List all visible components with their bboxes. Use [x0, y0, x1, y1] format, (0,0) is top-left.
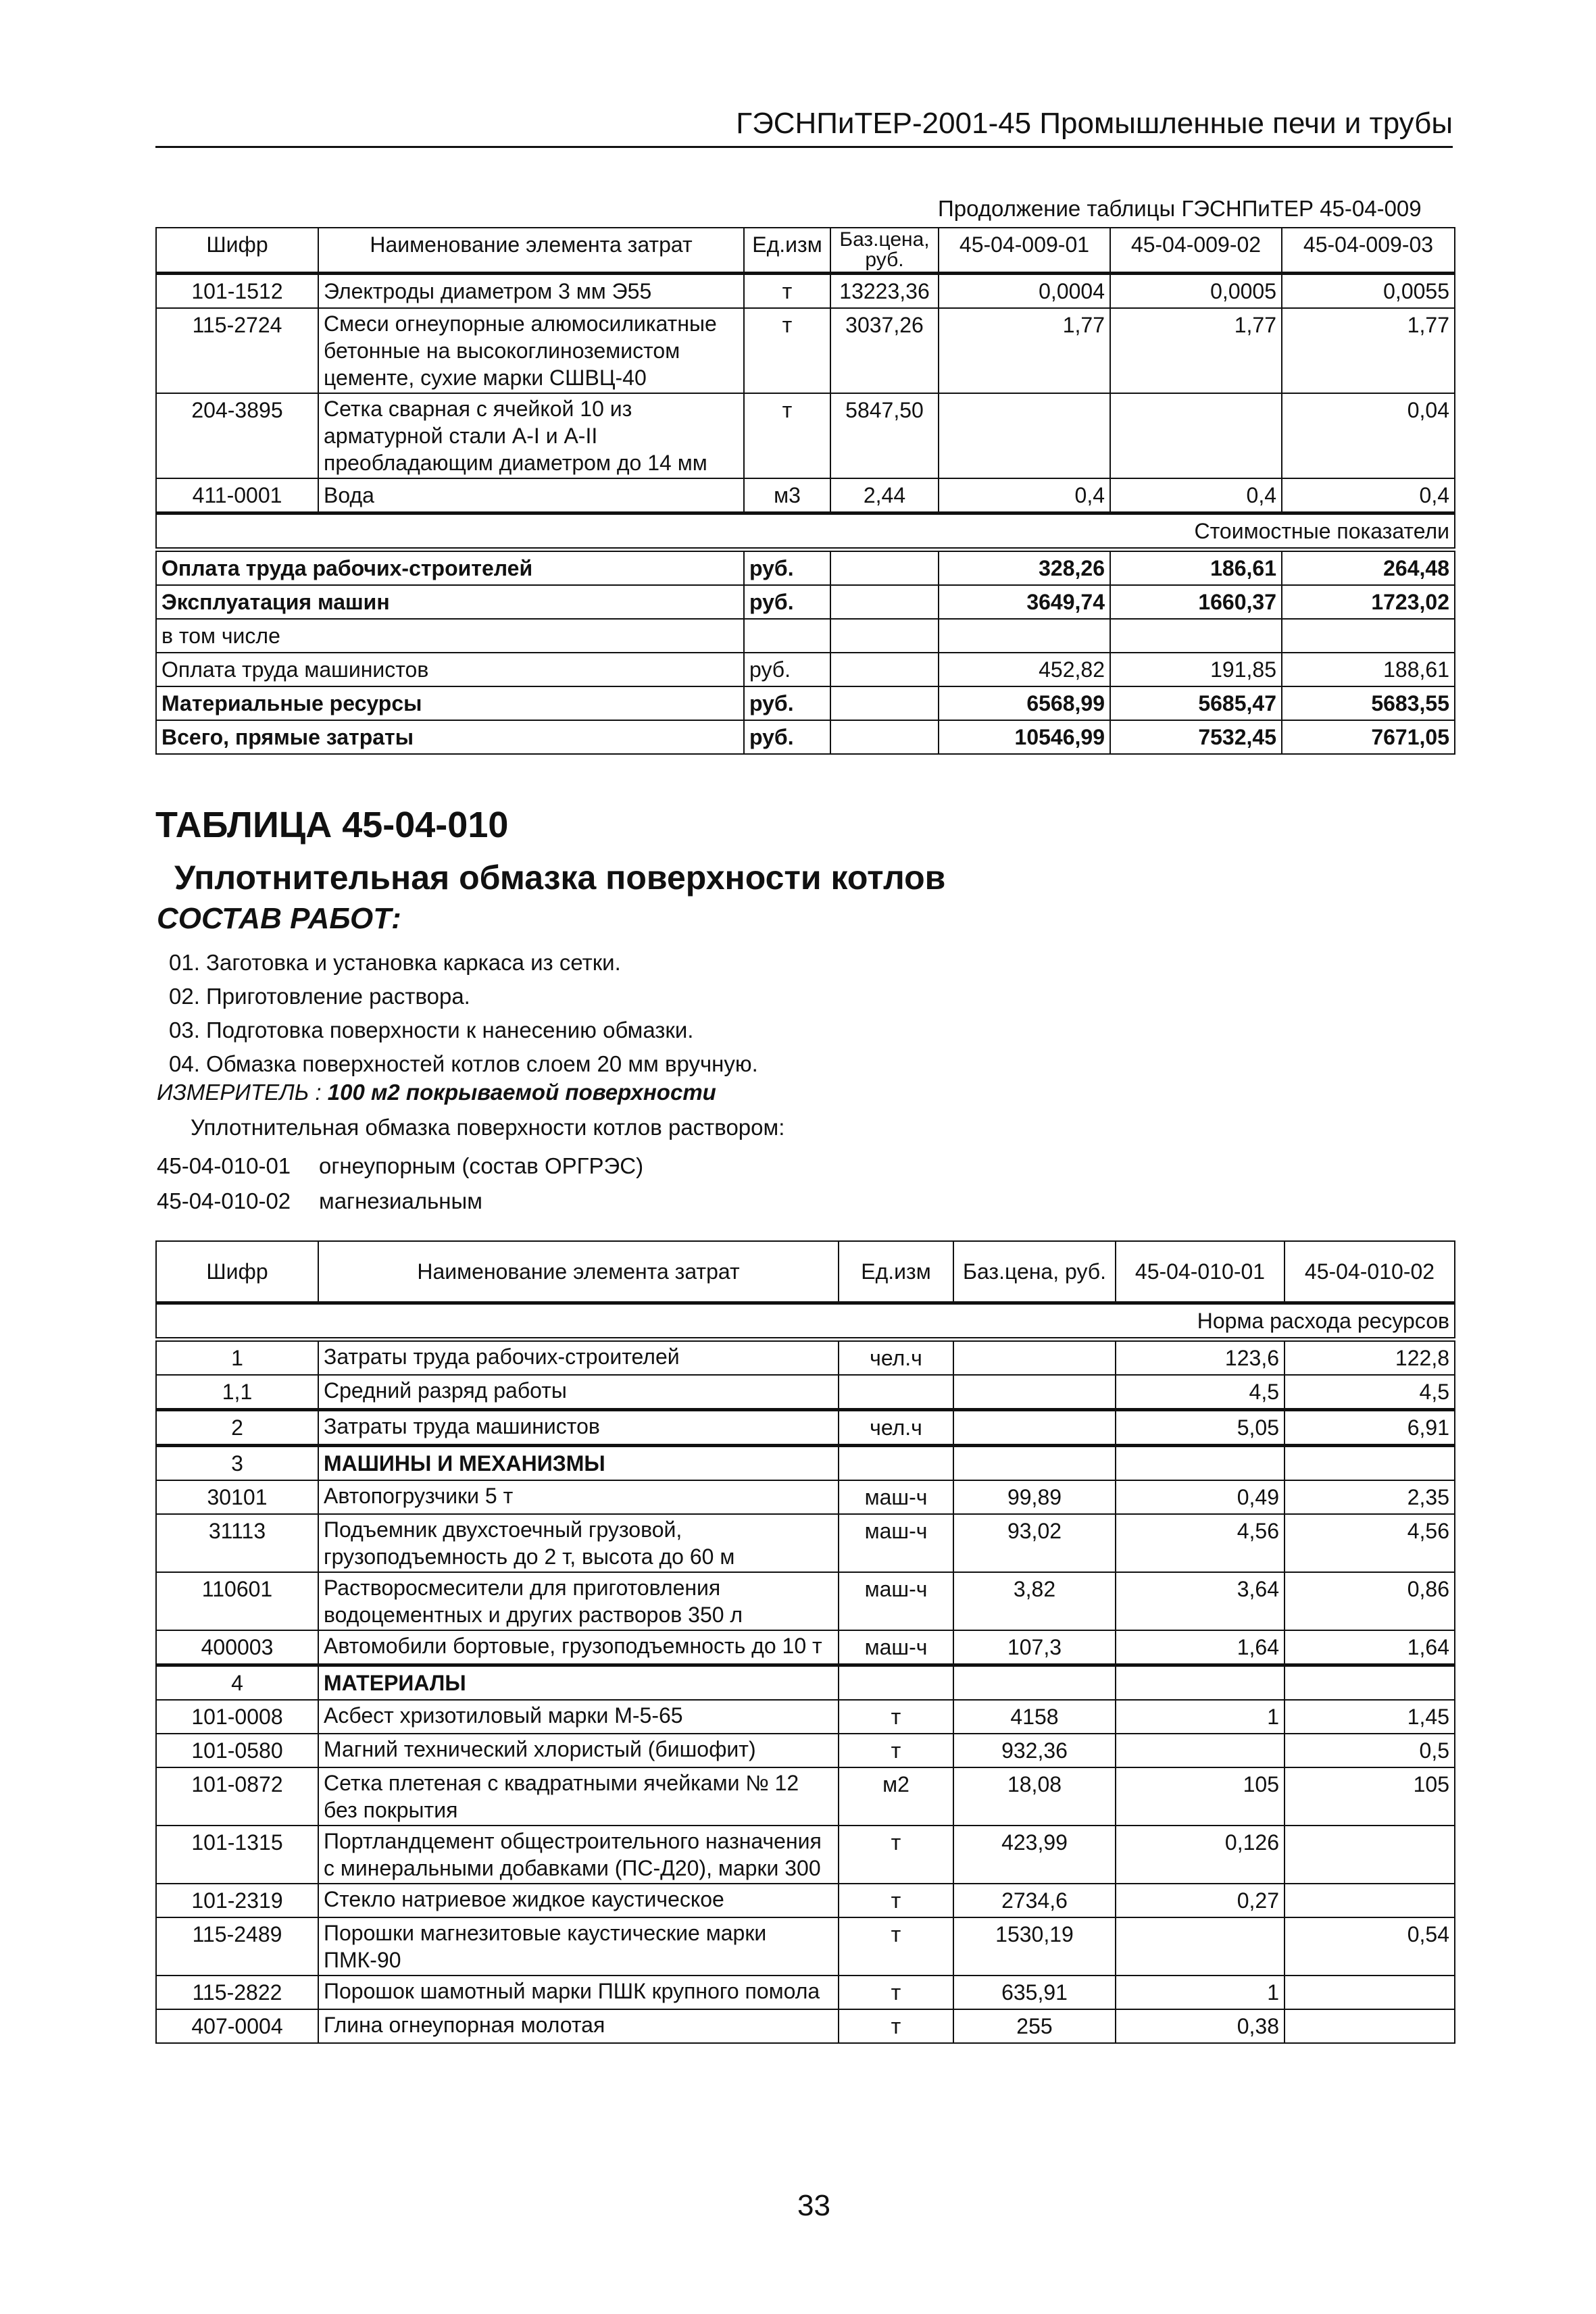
unit-cell: чел.ч	[839, 1410, 953, 1446]
value-cell: 0,0004	[939, 274, 1110, 309]
name-cell: Сетка сварная с ячейкой 10 из арматурной стали А-I и А-II преобладающим диаметром до 14 мм	[318, 393, 744, 478]
cost-row	[156, 720, 1455, 754]
table-row	[156, 1917, 1455, 1976]
price-cell: 5847,50	[830, 393, 939, 478]
code-cell: 31113	[156, 1514, 318, 1572]
empty-cell	[839, 1665, 953, 1701]
group-header-row	[156, 1665, 1455, 1701]
code-cell: 101-0008	[156, 1700, 318, 1734]
code-cell: 400003	[156, 1630, 318, 1665]
value-cell: 328,26	[939, 550, 1110, 586]
value-cell	[1110, 393, 1282, 478]
price-cell: 3037,26	[830, 308, 939, 393]
code-cell: 3	[156, 1446, 318, 1481]
col-header: 45-04-009-03	[1282, 228, 1455, 274]
code-cell: 411-0001	[156, 478, 318, 513]
unit-cell	[744, 619, 830, 653]
unit-cell: т	[839, 1826, 953, 1884]
value-cell: 1,77	[1110, 308, 1282, 393]
name-cell: Средний разряд работы	[318, 1375, 839, 1410]
table-subtitle: Уплотнительная обмазка поверхности котлов	[174, 859, 946, 897]
price-cell: 255	[953, 2009, 1116, 2043]
value-cell: 3,64	[1116, 1572, 1285, 1630]
value-cell: 0,27	[1116, 1884, 1285, 1917]
empty-cell	[830, 720, 939, 754]
unit-cell: руб.	[744, 653, 830, 686]
code-desc: огнеупорным (состав ОРГРЭС)	[319, 1153, 644, 1178]
code-cell: 101-2319	[156, 1884, 318, 1917]
price-cell: 2734,6	[953, 1884, 1116, 1917]
empty-cell	[953, 1665, 1116, 1701]
name-cell: Подъемник двухстоечный грузовой, грузоподъемность до 2 т, высота до 60 м	[318, 1514, 839, 1572]
code-cell: 115-2724	[156, 308, 318, 393]
section-label: Стоимостные показатели	[156, 513, 1455, 550]
running-header	[155, 101, 1453, 148]
value-cell: 0,4	[1110, 478, 1282, 513]
name-cell: Автомобили бортовые, грузоподъемность до 10 т	[318, 1630, 839, 1665]
unit-cell: м3	[744, 478, 830, 513]
value-cell: 1	[1116, 1700, 1285, 1734]
list-item: 04. Обмазка поверхностей котлов слоем 20 мм вручную.	[169, 1051, 758, 1076]
code-cell: 115-2489	[156, 1917, 318, 1976]
value-cell: 0,0005	[1110, 274, 1282, 309]
col-header: Шифр	[156, 228, 318, 274]
price-cell: 107,3	[953, 1630, 1116, 1665]
value-cell: 105	[1285, 1767, 1455, 1826]
value-cell: 1723,02	[1282, 585, 1455, 619]
value-cell	[1285, 2009, 1455, 2043]
meter-line	[157, 1080, 716, 1105]
cost-row	[156, 550, 1455, 586]
unit-cell: м2	[839, 1767, 953, 1826]
unit-cell: т	[839, 1976, 953, 2009]
value-cell: 7532,45	[1110, 720, 1282, 754]
col-header: 45-04-009-02	[1110, 228, 1282, 274]
value-cell	[1116, 1734, 1285, 1767]
table-header-row	[156, 1241, 1455, 1303]
resource-table-45-04-010	[155, 1240, 1455, 2044]
value-cell: 4,5	[1285, 1375, 1455, 1410]
meter-label: ИЗМЕРИТЕЛЬ :	[157, 1080, 322, 1105]
unit-cell: т	[839, 1884, 953, 1917]
unit-cell: маш-ч	[839, 1630, 953, 1665]
value-cell: 0,4	[1282, 478, 1455, 513]
empty-cell	[1285, 1665, 1455, 1701]
value-cell	[1110, 619, 1282, 653]
unit-cell: руб.	[744, 585, 830, 619]
price-cell: 1530,19	[953, 1917, 1116, 1976]
value-cell: 7671,05	[1282, 720, 1455, 754]
value-cell: 0,49	[1116, 1480, 1285, 1514]
value-cell: 3649,74	[939, 585, 1110, 619]
col-header: Наименование элемента затрат	[318, 1241, 839, 1303]
table-row	[156, 1375, 1455, 1410]
value-cell: 1,64	[1116, 1630, 1285, 1665]
code-cell: 30101	[156, 1480, 318, 1514]
value-cell: 5,05	[1116, 1410, 1285, 1446]
value-cell: 0,4	[939, 478, 1110, 513]
value-cell: 0,54	[1285, 1917, 1455, 1976]
code-cell: 1,1	[156, 1375, 318, 1410]
table-row	[156, 1410, 1455, 1446]
name-cell: Затраты труда машинистов	[318, 1410, 839, 1446]
value-cell: 4,5	[1116, 1375, 1285, 1410]
cost-name: Всего, прямые затраты	[156, 720, 744, 754]
value-cell: 0,04	[1282, 393, 1455, 478]
code-cell: 4	[156, 1665, 318, 1701]
col-header: 45-04-009-01	[939, 228, 1110, 274]
empty-cell	[830, 653, 939, 686]
price-cell: 13223,36	[830, 274, 939, 309]
table-row	[156, 1572, 1455, 1630]
price-cell	[953, 1340, 1116, 1376]
table-row	[156, 1700, 1455, 1734]
price-cell: 3,82	[953, 1572, 1116, 1630]
value-cell: 10546,99	[939, 720, 1110, 754]
value-cell	[1282, 619, 1455, 653]
name-cell: Асбест хризотиловый марки М-5-65	[318, 1700, 839, 1734]
table-row	[156, 1976, 1455, 2009]
unit-cell: т	[839, 1700, 953, 1734]
table-row	[156, 1340, 1455, 1376]
price-cell	[953, 1375, 1116, 1410]
list-item: 02. Приготовление раствора.	[169, 984, 470, 1009]
code: 45-04-010-01	[157, 1153, 291, 1178]
empty-cell	[953, 1446, 1116, 1481]
table-title: ТАБЛИЦА 45-04-010	[155, 805, 509, 845]
unit-cell: маш-ч	[839, 1514, 953, 1572]
table-row	[156, 393, 1455, 478]
code: 45-04-010-02	[157, 1188, 291, 1213]
cost-row	[156, 686, 1455, 720]
col-header: Наименование элемента затрат	[318, 228, 744, 274]
value-cell: 0,5	[1285, 1734, 1455, 1767]
code-cell: 2	[156, 1410, 318, 1446]
group-title: МАШИНЫ И МЕХАНИЗМЫ	[318, 1446, 839, 1481]
price-cell: 932,36	[953, 1734, 1116, 1767]
unit-cell: маш-ч	[839, 1480, 953, 1514]
unit-cell: руб.	[744, 550, 830, 586]
name-cell: Магний технический хлористый (бишофит)	[318, 1734, 839, 1767]
value-cell: 1	[1116, 1976, 1285, 2009]
value-cell: 123,6	[1116, 1340, 1285, 1376]
name-cell: Порошок шамотный марки ПШК крупного помола	[318, 1976, 839, 2009]
value-cell: 4,56	[1285, 1514, 1455, 1572]
value-cell: 0,126	[1116, 1826, 1285, 1884]
cost-name: в том числе	[156, 619, 744, 653]
value-cell	[1285, 1884, 1455, 1917]
empty-cell	[1116, 1446, 1285, 1481]
composition-label: СОСТАВ РАБОТ:	[157, 902, 401, 935]
value-cell: 0,0055	[1282, 274, 1455, 309]
section-label-row	[156, 513, 1455, 550]
unit-cell: т	[744, 308, 830, 393]
value-cell: 264,48	[1282, 550, 1455, 586]
unit-cell: маш-ч	[839, 1572, 953, 1630]
name-cell: Портландцемент общестроительного назначения с минеральными добавками (ПС-Д20), марки 300	[318, 1826, 839, 1884]
table-row	[156, 1630, 1455, 1665]
cost-row	[156, 585, 1455, 619]
unit-cell: руб.	[744, 720, 830, 754]
name-cell: Порошки магнезитовые каустические марки ПМК-90	[318, 1917, 839, 1976]
table-row	[156, 1884, 1455, 1917]
group-header-row	[156, 1446, 1455, 1481]
table-row	[156, 2009, 1455, 2043]
cost-row	[156, 619, 1455, 653]
cost-table-45-04-009	[155, 227, 1455, 755]
name-cell: Вода	[318, 478, 744, 513]
unit-cell: т	[744, 274, 830, 309]
code-cell: 101-0872	[156, 1767, 318, 1826]
price-cell: 93,02	[953, 1514, 1116, 1572]
page-number: 33	[797, 2189, 830, 2222]
code-cell: 101-1315	[156, 1826, 318, 1884]
code-cell: 115-2822	[156, 1976, 318, 2009]
code-cell: 407-0004	[156, 2009, 318, 2043]
empty-cell	[1285, 1446, 1455, 1481]
unit-cell: руб.	[744, 686, 830, 720]
price-cell: 99,89	[953, 1480, 1116, 1514]
value-cell: 105	[1116, 1767, 1285, 1826]
code-cell: 110601	[156, 1572, 318, 1630]
section-label-row	[156, 1303, 1455, 1340]
empty-cell	[830, 550, 939, 586]
table-row	[156, 308, 1455, 393]
name-cell: Автопогрузчики 5 т	[318, 1480, 839, 1514]
col-header: Ед.изм	[744, 228, 830, 274]
cost-row	[156, 653, 1455, 686]
running-title: ГЭСНПиТЕР-2001-45 Промышленные печи и трубы	[736, 107, 1453, 140]
value-cell: 191,85	[1110, 653, 1282, 686]
value-cell	[939, 393, 1110, 478]
price-cell: 423,99	[953, 1826, 1116, 1884]
empty-cell	[1116, 1665, 1285, 1701]
cost-name: Эксплуатация машин	[156, 585, 744, 619]
col-header: Шифр	[156, 1241, 318, 1303]
price-cell: 18,08	[953, 1767, 1116, 1826]
value-cell	[1116, 1917, 1285, 1976]
unit-cell: чел.ч	[839, 1340, 953, 1376]
name-cell: Стекло натриевое жидкое каустическое	[318, 1884, 839, 1917]
value-cell	[1285, 1976, 1455, 2009]
name-cell: Смеси огнеупорные алюмосиликатные бетонные на высокоглиноземистом цементе, сухие марки СШВЦ-40	[318, 308, 744, 393]
table-row	[156, 1826, 1455, 1884]
value-cell: 122,8	[1285, 1340, 1455, 1376]
value-cell: 5685,47	[1110, 686, 1282, 720]
empty-cell	[830, 585, 939, 619]
price-cell: 2,44	[830, 478, 939, 513]
table-row	[156, 1480, 1455, 1514]
table-row	[156, 1514, 1455, 1572]
unit-cell: т	[839, 2009, 953, 2043]
code-cell: 101-1512	[156, 274, 318, 309]
col-header: Ед.изм	[839, 1241, 953, 1303]
table-row	[156, 274, 1455, 309]
empty-cell	[830, 686, 939, 720]
value-cell: 1,64	[1285, 1630, 1455, 1665]
price-cell	[953, 1410, 1116, 1446]
unit-cell: т	[839, 1734, 953, 1767]
name-cell: Электроды диаметром 3 мм Э55	[318, 274, 744, 309]
empty-cell	[839, 1446, 953, 1481]
empty-cell	[830, 619, 939, 653]
col-header: 45-04-010-02	[1285, 1241, 1455, 1303]
value-cell: 1,45	[1285, 1700, 1455, 1734]
value-cell: 186,61	[1110, 550, 1282, 586]
col-header: Баз.цена, руб.	[953, 1241, 1116, 1303]
group-title: МАТЕРИАЛЫ	[318, 1665, 839, 1701]
value-cell: 6,91	[1285, 1410, 1455, 1446]
price-cell: 635,91	[953, 1976, 1116, 2009]
code-list	[157, 1149, 643, 1219]
cost-name: Оплата труда рабочих-строителей	[156, 550, 744, 586]
price-cell: 4158	[953, 1700, 1116, 1734]
value-cell	[1285, 1826, 1455, 1884]
value-cell: 1,77	[939, 308, 1110, 393]
continuation-caption: Продолжение таблицы ГЭСНПиТЕР 45-04-009	[938, 196, 1422, 221]
table-row	[156, 1734, 1455, 1767]
value-cell	[939, 619, 1110, 653]
cost-name: Оплата труда машинистов	[156, 653, 744, 686]
value-cell: 188,61	[1282, 653, 1455, 686]
table-header-row	[156, 228, 1455, 274]
works-list	[169, 946, 758, 1081]
value-cell: 452,82	[939, 653, 1110, 686]
value-cell: 5683,55	[1282, 686, 1455, 720]
value-cell: 4,56	[1116, 1514, 1285, 1572]
code-cell: 101-0580	[156, 1734, 318, 1767]
table-row	[156, 478, 1455, 513]
value-cell: 0,86	[1285, 1572, 1455, 1630]
value-cell: 1660,37	[1110, 585, 1282, 619]
cost-name: Материальные ресурсы	[156, 686, 744, 720]
code-cell: 1	[156, 1340, 318, 1376]
col-header: 45-04-010-01	[1116, 1241, 1285, 1303]
value-cell: 2,35	[1285, 1480, 1455, 1514]
col-header: Баз.цена, руб.	[830, 228, 939, 274]
value-cell: 6568,99	[939, 686, 1110, 720]
code-cell: 204-3895	[156, 393, 318, 478]
meter-value: 100 м2 покрываемой поверхности	[327, 1080, 716, 1105]
unit-cell: т	[839, 1917, 953, 1976]
name-cell: Сетка плетеная с квадратными ячейками № 12 без покрытия	[318, 1767, 839, 1826]
code-desc: магнезиальным	[319, 1188, 482, 1213]
list-item: 03. Подготовка поверхности к нанесению обмазки.	[169, 1017, 694, 1042]
section-label: Норма расхода ресурсов	[156, 1303, 1455, 1340]
unit-cell: т	[744, 393, 830, 478]
unit-cell	[839, 1375, 953, 1410]
value-cell: 0,38	[1116, 2009, 1285, 2043]
table-row	[156, 1767, 1455, 1826]
value-cell: 1,77	[1282, 308, 1455, 393]
name-cell: Глина огнеупорная молотая	[318, 2009, 839, 2043]
list-item: 01. Заготовка и установка каркаса из сетки.	[169, 950, 621, 975]
name-cell: Затраты труда рабочих-строителей	[318, 1340, 839, 1376]
intro-text: Уплотнительная обмазка поверхности котлов раствором:	[191, 1115, 785, 1140]
list-item	[157, 1149, 643, 1184]
name-cell: Растворосмесители для приготовления водоцементных и других растворов 350 л	[318, 1572, 839, 1630]
list-item	[157, 1184, 643, 1219]
